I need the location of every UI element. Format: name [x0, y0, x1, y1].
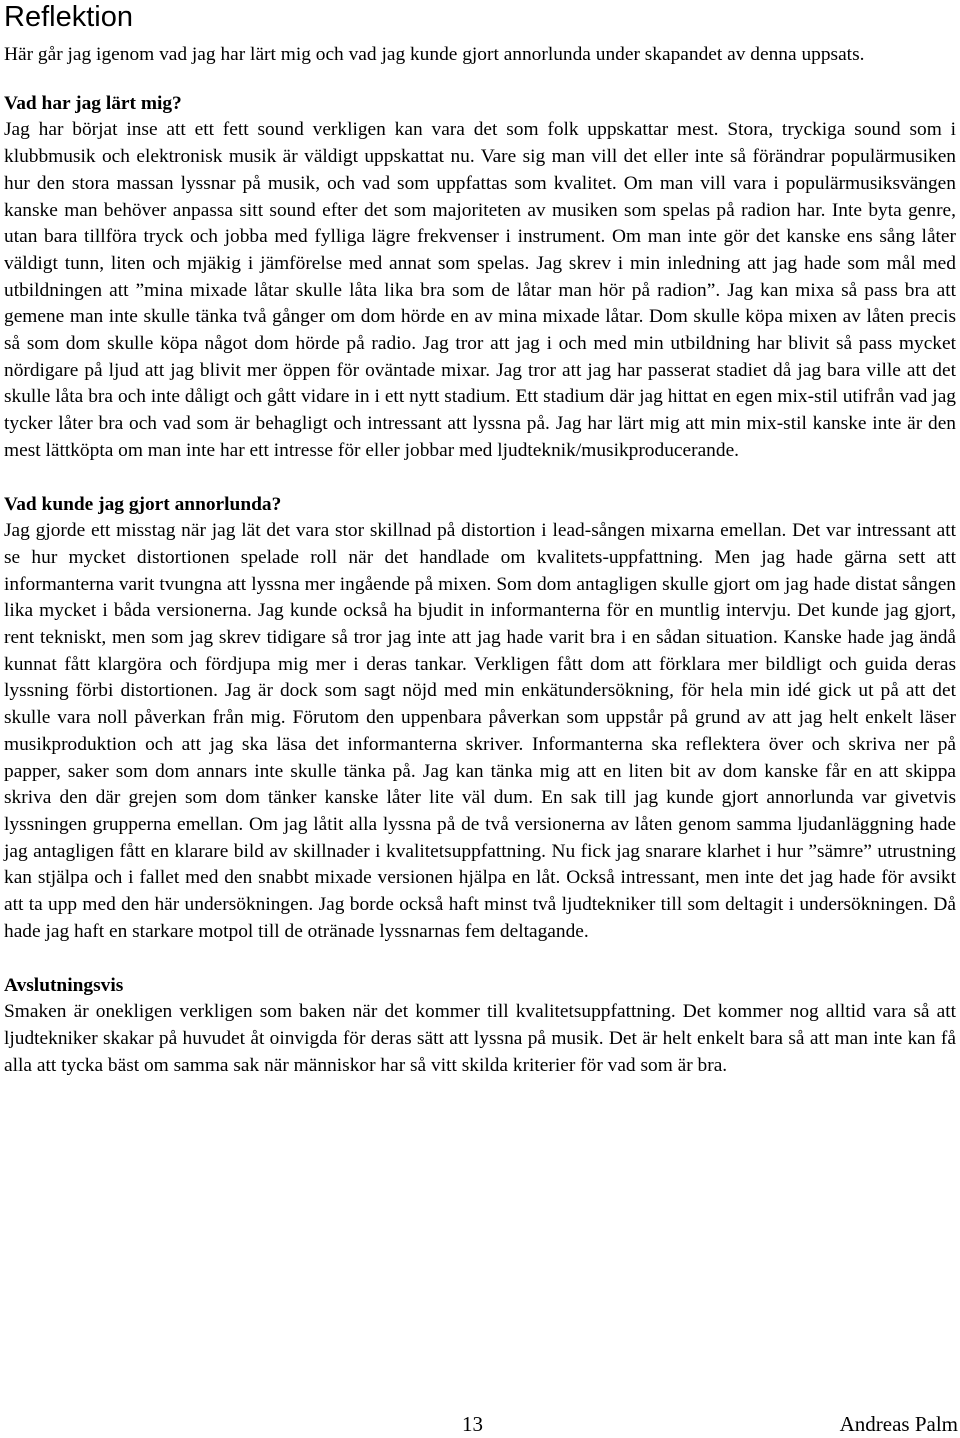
page-title: Reflektion [4, 1, 133, 33]
section-heading-differently: Vad kunde jag gjort annorlunda? [4, 493, 282, 515]
section-body-differently: Jag gjorde ett misstag när jag lät det vara stor skillnad på distortion i lead-sången mixarna emellan. Det var intressant att se hur mycket distortionen spelade roll när det handlade om kvalitets-uppfattning. Men jag hade gärna sett att informanterna varit tvungna att lyssna mer ingående på mixen. Som dom antagligen skulle gjort om jag hade distat sången lika mycket i båda versionerna. Jag kunde också ha bjudit in informanterna för en muntlig intervju. Det kunde jag gjort, rent tekniskt, men som jag skrev tidigare så tror jag inte att jag hade varit bra i en sådan situation. Kanske hade jag ändå kunnat fått klargöra och fördjupa mig mer i deras tankar. Verkligen fått dom att förklara mer bildligt och guida deras lyssning förbi distortionen. Jag är dock som sagt nöjd med min enkätundersökning, för hela min idé gick ut på att det skulle vara noll påverkan från mig. Förutom den uppenbara påverkan som uppstår på grund av att jag helt enkelt läser musikproduktion och att jag ska läsa det informanterna skriver. Informanterna ska reflektera över och skriva ner på papper, saker som dom annars inte skulle tänka på. Jag kan tänka mig att en liten bit av dom kanske får en att skippa skriva den där grejen som dom tänker kanske låter lite väl dum. En sak till jag kunde gjort annorlunda var givetvis lyssningen grupperna emellan. Om jag låtit alla lyssna på de två versionerna av låten genom samma ljudanläggning hade jag antagligen fått en klarare bild av skillnader i kvalitetsuppfattning. Nu fick jag snarare klarhet i hur ”sämre” utrustning kan stjälpa och i fallet med den snabbt mixade versionen hjälpa en låt. Också intressant, men inte det jag hade för avsikt att ta upp med den här undersökningen. Jag borde också haft minst två ljudtekniker till som deltagit i undersökningen. Då hade jag haft en starkare motpol till de otränade lyssnarnas fem deltagande. [4, 520, 956, 942]
page-number: 13 [462, 1412, 483, 1436]
document-page [4, 0, 956, 1079]
author-name: Andreas Palm [839, 1412, 958, 1436]
section-heading-conclusion: Avslutningsvis [4, 974, 124, 996]
section-body-learned: Jag har börjat inse att ett fett sound verkligen kan vara det som folk uppskattar mest. Stora, tryckiga sound som i klubbmusik och elektronisk musik är väldigt uppskattat nu. Vare sig man vill det eller inte så förändrar populärmusiken hur den stora massan lyssnar på musik, och vad som uppfattas som kvalitet. Om man vill vara i populärmusiksvängen kanske man behöver anpassa sitt sound efter det som majoriteten av musiken som spelas på radion har. Inte byta genre, utan bara tillföra tryck och jobba med fylliga lägre frekvenser i instrument. Om man inte gör det kanske ens sång låter väldigt tunn, liten och mjäkig i jämförelse med annat som spelas. Jag skrev i min inledning att jag hade som mål med utbildningen att ”mina mixade låtar skulle låta lika bra som de låtar man hör på radion”. Jag kan mixa så pass bra att gemene man inte skulle tänka två gånger om dom hörde en av mina mixade låtar. Dom skulle köpa mixen av låten precis så som dom skulle köpa något dom hörde på radio. Jag tror att jag i och med min utbildning har blivit så pass mycket nördigare på ljud att jag blivit mer öppen för oväntade mixar. Jag tror att jag har passerat stadiet då jag bara ville att det skulle låta bra och inte dåligt och gått vidare in i ett nytt stadium. Ett stadium där jag hittat en egen mix-stil utifrån vad jag tycker låter bra och vad som är behagligt och intressant att lyssna på. Jag har lärt mig att min mix-stil kanske inte är den mest lättköpta om man inte har ett intresse för eller jobbar med ljudteknik/musikproducerande. [4, 119, 956, 461]
intro-paragraph: Här går jag igenom vad jag har lärt mig och vad jag kunde gjort annorlunda under skapandet av denna uppsats. [4, 44, 865, 65]
section-body-conclusion: Smaken är onekligen verkligen som baken när det kommer till kvalitetsuppfattning. Det kommer nog alltid vara så att ljudtekniker skakar på huvudet åt oinvigda för deras sätt att lyssna på musik. Det är helt enkelt bara så att man inte kan få alla att tycka bäst om samma sak när människor har så vitt skilda kriterier för vad som är bra. [4, 1001, 956, 1076]
page-footer [0, 1412, 960, 1438]
section-heading-learned: Vad har jag lärt mig? [4, 92, 182, 114]
